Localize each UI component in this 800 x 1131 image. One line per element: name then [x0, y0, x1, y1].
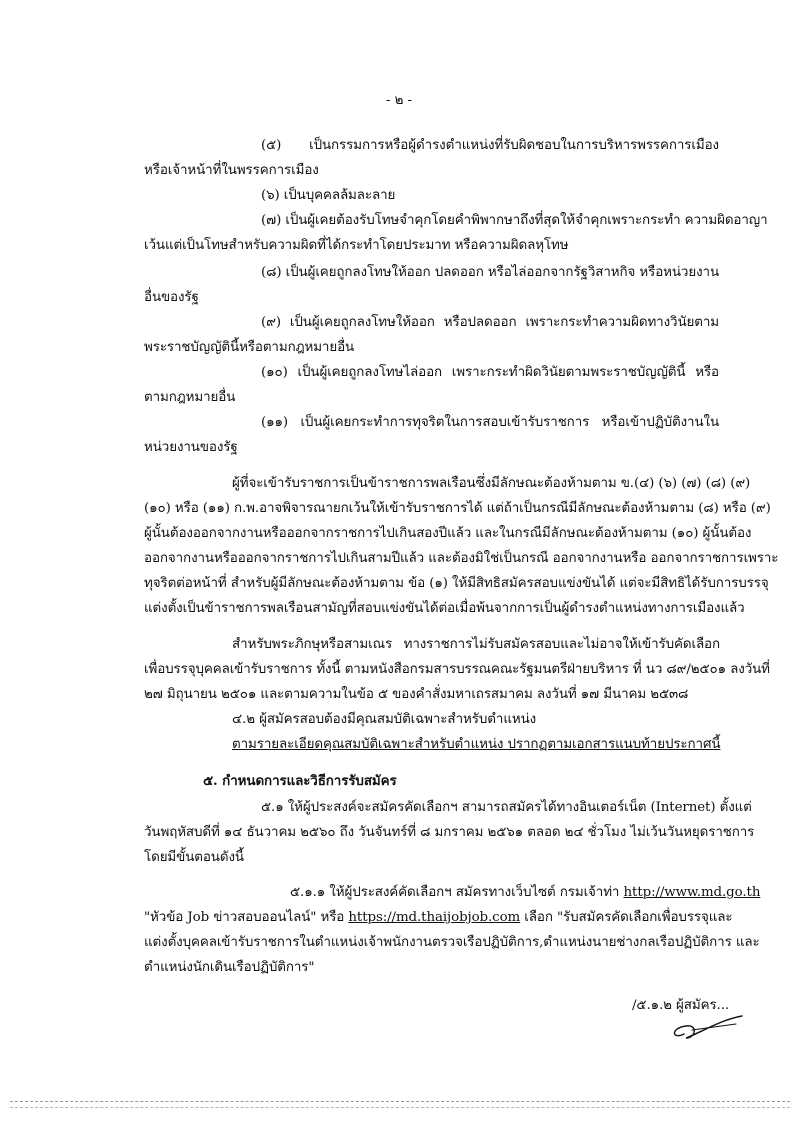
qualification-5-line-1: (๕) เป็นกรรมการหรือผู้ดำรงตำแหน่งที่รับผิดชอบในการบริหารพรรคการเมือง — [261, 138, 719, 153]
monk-line-1: สำหรับพระภิกษุหรือสามเณร ทางราชการไม่รับสมัครสอบและไม่อาจให้เข้ารับคัดเลือก — [232, 637, 720, 652]
qualification-7-line-2: เว้นแต่เป็นโทษสำหรับความผิดที่ได้กระทำโดยประมาท หรือความผิดลหุโทษ — [144, 238, 569, 253]
section-5-1-line-1: ๕.๑ ให้ผู้ประสงค์จะสมัครคัดเลือกฯ สามารถสมัครได้ทางอินเตอร์เน็ต (Internet) ตั้งแต่ — [261, 800, 752, 815]
bottom-divider-2 — [10, 1107, 790, 1108]
exemption-line-3: ผู้นั้นต้องออกจากงานหรือออกจากราชการไปเกินสองปีแล้ว และในกรณีมีลักษณะต้องห้ามตาม (๑๐) ผู้นั้นต้อง — [144, 526, 752, 541]
qualification-9-line-1: (๙) เป็นผู้เคยถูกลงโทษให้ออก หรือปลดออก เพราะกระทำความผิดทางวินัยตาม — [261, 315, 719, 330]
exemption-line-4: ออกจากงานหรือออกจากราชการไปเกินสามปีแล้ว และต้องมิใช่เป็นกรณี ออกจากงานหรือ ออกจากราชการเพราะ — [144, 551, 779, 566]
section-5-1-1-intro: ๕.๑.๑ ให้ผู้ประสงค์คัดเลือกฯ สมัครทางเว็บไซต์ กรมเจ้าท่า — [290, 885, 624, 900]
exemption-line-1: ผู้ที่จะเข้ารับราชการเป็นข้าราชการพลเรือนซึ่งมีลักษณะต้องห้ามตาม ข.(๔) (๖) (๗) (๘) (๙) — [232, 476, 751, 491]
qualification-9-line-2: พระราชบัญญัตินี้หรือตามกฎหมายอื่น — [144, 340, 355, 355]
qualification-10-line-1: (๑๐) เป็นผู้เคยถูกลงโทษไล่ออก เพราะกระทำผิดวินัยตามพระราชบัญญัตินี้ หรือ — [261, 365, 719, 380]
section-4-2-heading: ๔.๒ ผู้สมัครสอบต้องมีคุณสมบัติเฉพาะสำหรับตำแหน่ง — [232, 712, 537, 727]
section-5-1-1-line-4: ตำแหน่งนักเดินเรือปฏิบัติการ" — [144, 960, 315, 975]
exemption-line-5: ทุจริตต่อหน้าที่ สำหรับผู้มีลักษณะต้องห้ามตาม ข้อ (๑) ให้มีสิทธิสมัครสอบแข่งขันได้ แต่จะมีสิทธิได้รับการบรรจุ — [144, 576, 769, 591]
exemption-line-6: แต่งตั้งเป็นข้าราชการพลเรือนสามัญที่สอบแข่งขันได้ต่อเมื่อพ้นจากการเป็นผู้ดำรงตำแหน่งทางการเมืองแล้ว — [144, 601, 745, 616]
qualification-5-line-2: หรือเจ้าหน้าที่ในพรรคการเมือง — [144, 163, 319, 178]
page-number: - ๒ - — [386, 93, 412, 108]
section-4-2-detail: ตามรายละเอียดคุณสมบัติเฉพาะสำหรับตำแหน่ง ปรากฏตามเอกสารแนบท้ายประกาศนี้ — [232, 737, 721, 752]
section-5-1-1-line-1 — [290, 884, 760, 902]
thaijobjob-link[interactable]: https://md.thaijobjob.com — [348, 910, 521, 925]
section-5-1-1-line-2 — [144, 909, 732, 927]
section-5-1-line-3: โดยมีขั้นตอนดังนี้ — [144, 850, 244, 865]
qualification-8-line-1: (๘) เป็นผู้เคยถูกลงโทษให้ออก ปลดออก หรือไล่ออกจากรัฐวิสาหกิจ หรือหน่วยงาน — [261, 265, 719, 280]
section-5-1-line-2: วันพฤหัสบดีที่ ๑๔ ธันวาคม ๒๕๖๐ ถึง วันจันทร์ที่ ๘ มกราคม ๒๕๖๑ ตลอด ๒๔ ชั่วโมง ไม่เว้นวันหยุดราชการ — [144, 825, 755, 840]
exemption-line-2: (๑๐) หรือ (๑๑) ก.พ.อาจพิจารณายกเว้นให้เข้ารับราชการได้ แต่ถ้าเป็นกรณีมีลักษณะต้องห้ามตาม (๘) หรือ (๙) — [144, 501, 771, 516]
continuation-marker: /๕.๑.๒ ผู้สมัคร... — [632, 998, 730, 1013]
qualification-11-line-2: หน่วยงานของรัฐ — [144, 440, 238, 455]
qualification-7-line-1: (๗) เป็นผู้เคยต้องรับโทษจำคุกโดยคำพิพากษาถึงที่สุดให้จำคุกเพราะกระทำ ความผิดอาญา — [261, 213, 768, 228]
md-website-link[interactable]: http://www.md.go.th — [623, 885, 761, 900]
section-5-1-1-line-3: แต่งตั้งบุคคลเข้ารับราชการในตำแหน่งเจ้าพนักงานตรวจเรือปฏิบัติการ,ตำแหน่งนายช่างกลเรือปฏิบัติการ และ — [144, 935, 760, 950]
section-5-1-1-select: เลือก "รับสมัครคัดเลือกเพื่อบรรจุและ — [520, 910, 733, 925]
qualification-10-line-2: ตามกฎหมายอื่น — [144, 390, 236, 405]
monk-line-3: ๒๗ มิถุนายน ๒๕๐๑ และตามความในข้อ ๕ ของคำสั่งมหาเถรสมาคม ลงวันที่ ๑๗ มีนาคม ๒๕๓๘ — [144, 687, 689, 702]
bottom-divider-1 — [10, 1101, 790, 1102]
monk-line-2: เพื่อบรรจุบุคคลเข้ารับราชการ ทั้งนี้ ตามหนังสือกรมสารบรรณคณะรัฐมนตรีฝ่ายบริหาร ที่ นว ๘๙/๒๕๐๑ ลงวันที่ — [144, 662, 770, 677]
qualification-8-line-2: อื่นของรัฐ — [144, 290, 199, 305]
initial-signature — [662, 1010, 752, 1046]
qualification-11-line-1: (๑๑) เป็นผู้เคยกระทำการทุจริตในการสอบเข้ารับราชการ หรือเข้าปฏิบัติงานใน — [261, 415, 719, 430]
section-5-heading: ๕. กำหนดการและวิธีการรับสมัคร — [203, 773, 397, 789]
qualification-6: (๖) เป็นบุคคลล้มละลาย — [261, 188, 396, 203]
section-5-1-1-topic: "หัวข้อ Job ข่าวสอบออนไลน์" หรือ — [144, 910, 349, 925]
